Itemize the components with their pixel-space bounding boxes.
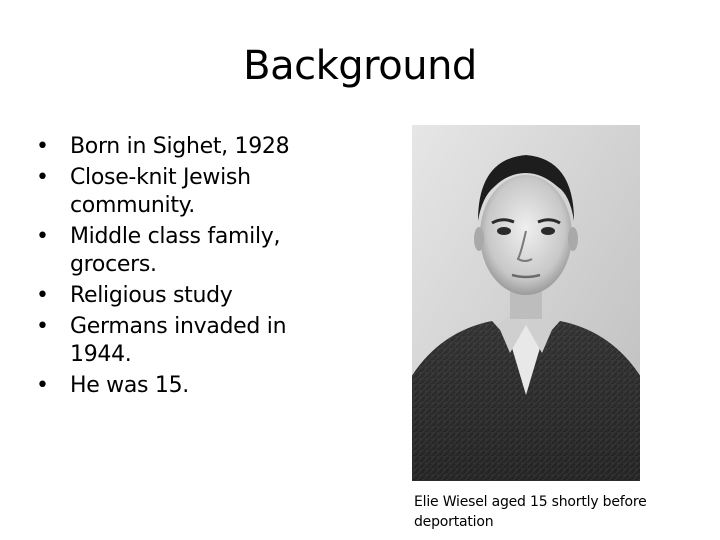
bullet-text: Born in Sighet, 1928 bbox=[70, 134, 290, 159]
bullet-marker: • bbox=[36, 134, 49, 159]
bullet-text: He was 15. bbox=[70, 373, 189, 398]
bullet-text: Religious study bbox=[70, 283, 233, 308]
bullet-marker: • bbox=[36, 165, 49, 190]
slide-title: Background bbox=[243, 43, 477, 89]
portrait-illustration bbox=[412, 125, 640, 481]
bullet-marker: • bbox=[36, 373, 49, 398]
bullet-item bbox=[36, 282, 326, 310]
bullet-item bbox=[36, 313, 326, 369]
bullet-item bbox=[36, 133, 326, 161]
bullet-marker: • bbox=[36, 283, 49, 308]
bullet-item bbox=[36, 164, 326, 220]
bullet-marker: • bbox=[36, 224, 49, 249]
bullet-marker: • bbox=[36, 314, 49, 339]
bullet-text: Middle class family, grocers. bbox=[70, 224, 281, 277]
bullet-list bbox=[36, 133, 326, 403]
bullet-item bbox=[36, 223, 326, 279]
bullet-text: Close-knit Jewish community. bbox=[70, 165, 251, 218]
portrait-photo bbox=[412, 125, 640, 481]
bullet-text: Germans invaded in 1944. bbox=[70, 314, 287, 367]
photo-caption: Elie Wiesel aged 15 shortly before deportation bbox=[414, 494, 647, 530]
bullet-item bbox=[36, 372, 326, 400]
